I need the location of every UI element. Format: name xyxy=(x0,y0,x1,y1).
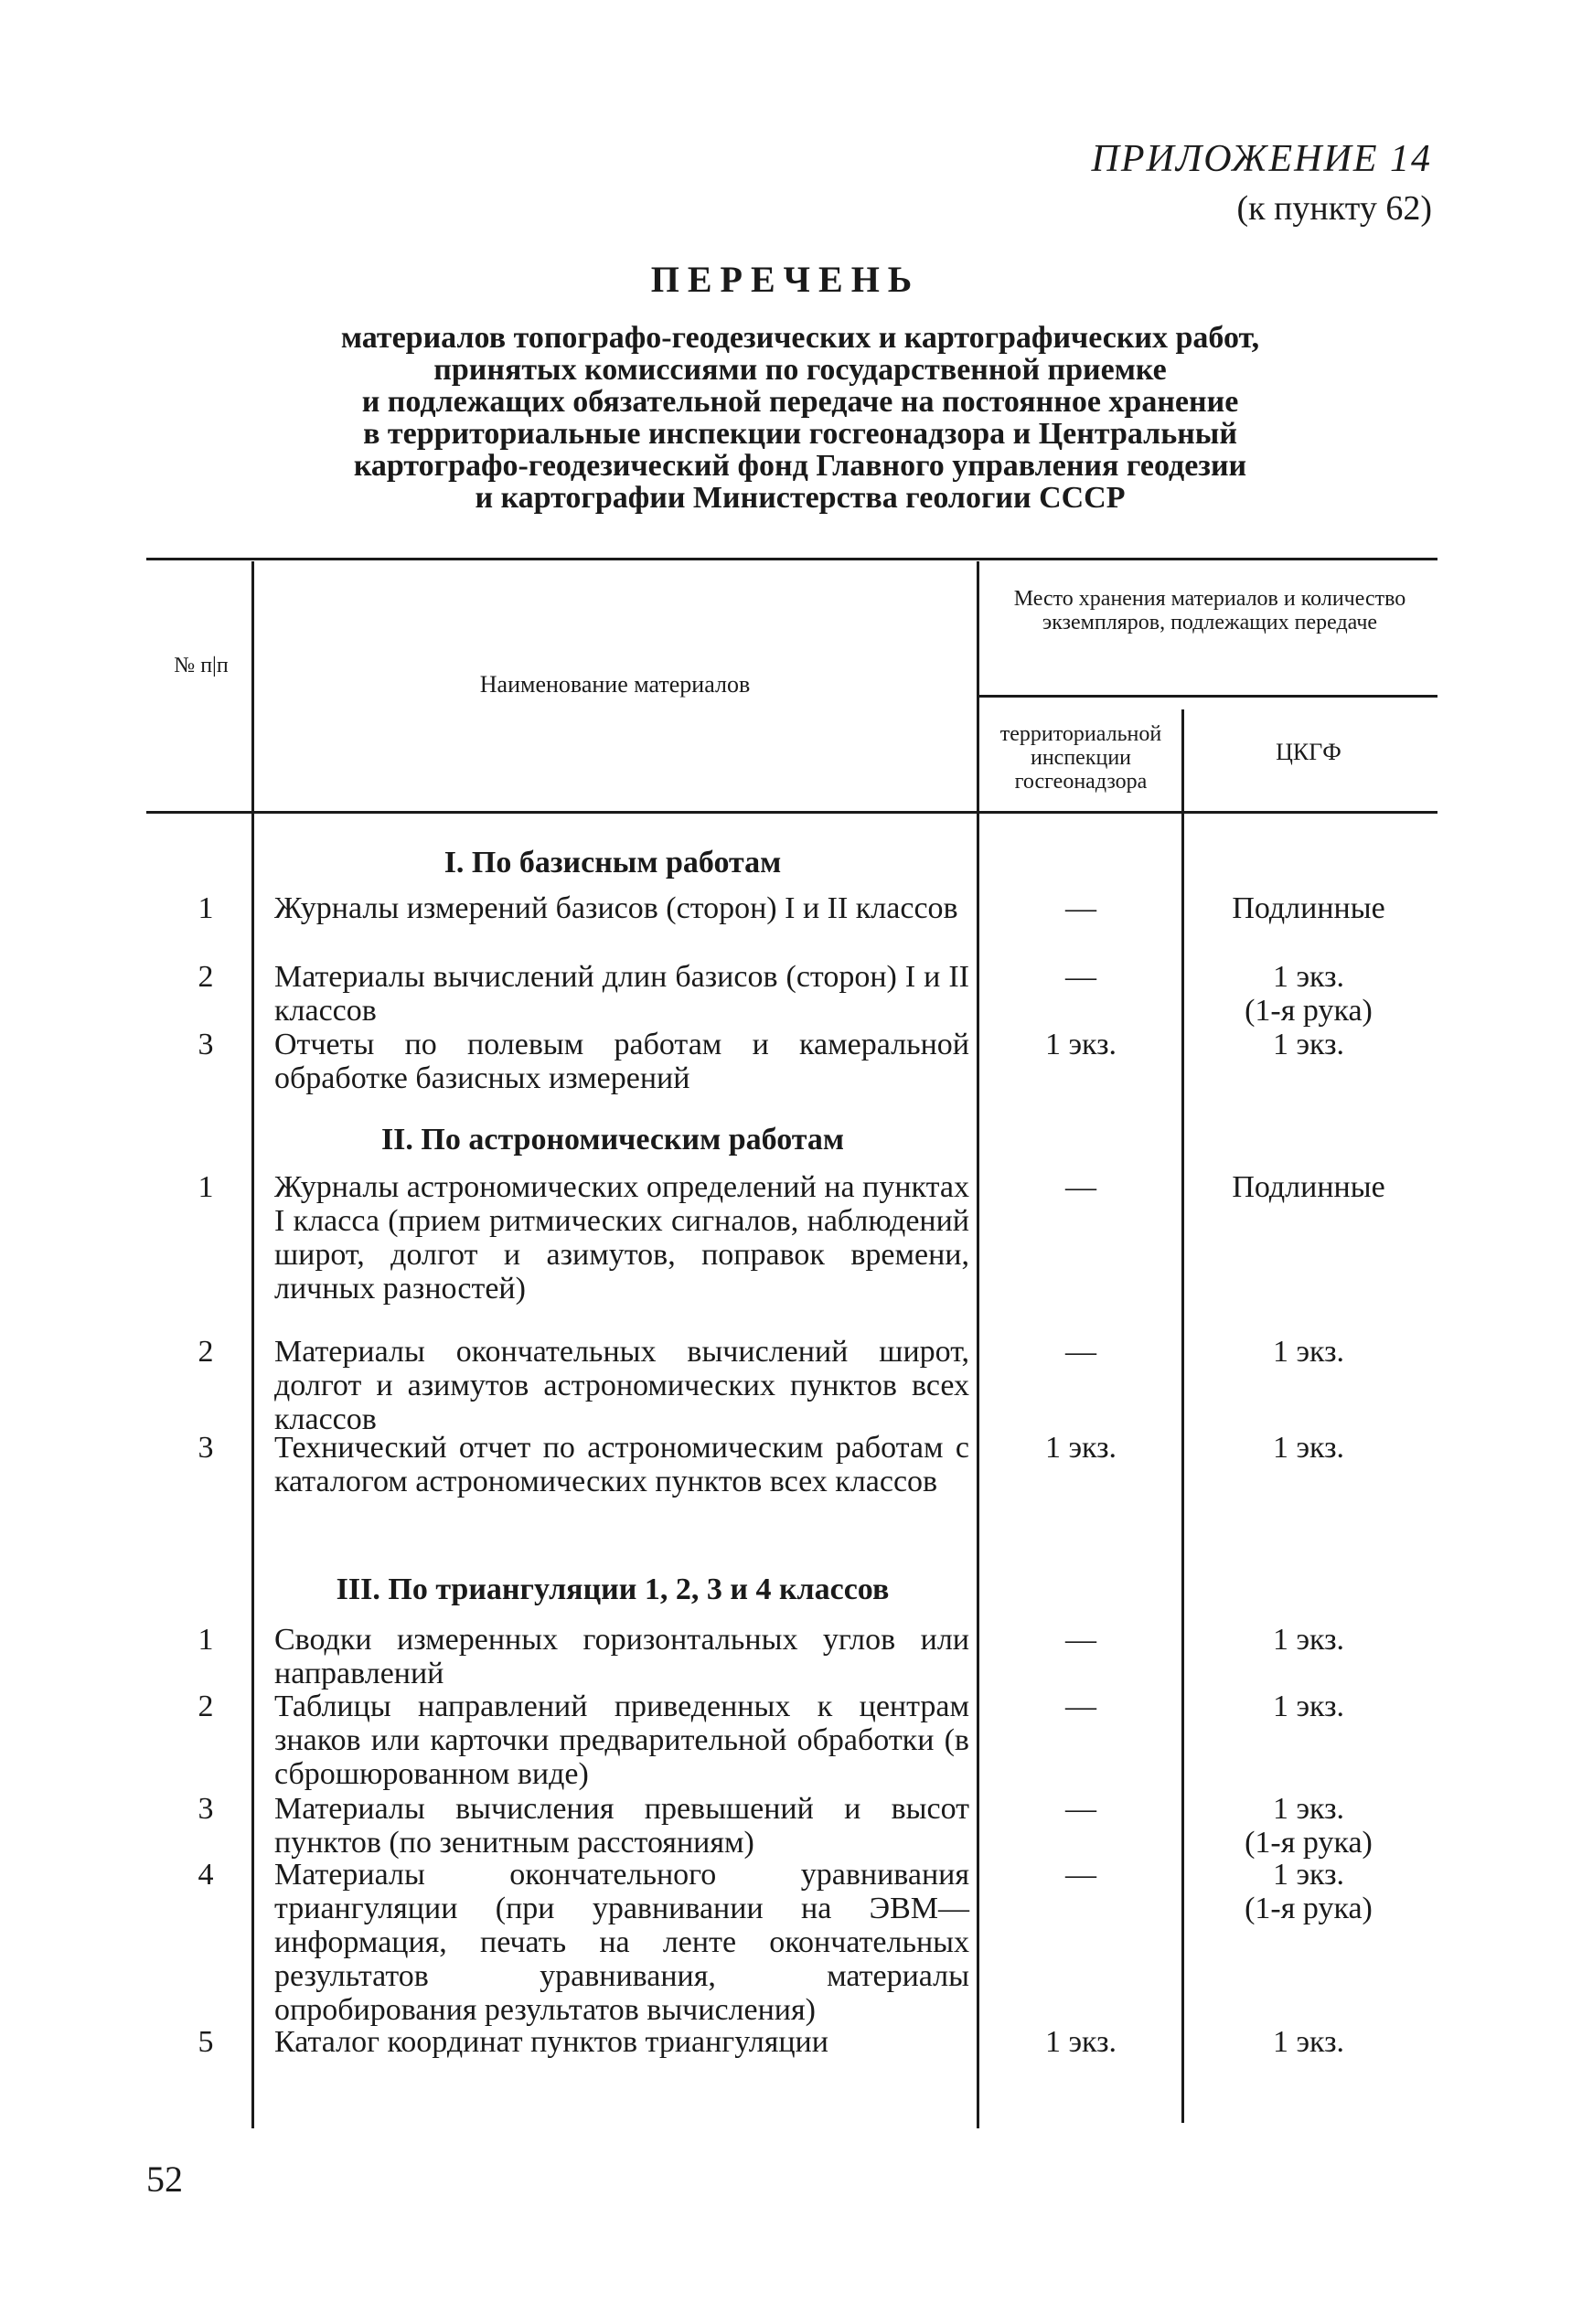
row-material-name: Отчеты по полевым работам и камеральной обработке базисных измерений xyxy=(274,1028,969,1095)
row-ckgf-value: Подлинные xyxy=(1232,891,1385,925)
subtitle-line: принятых комиссиями по государственной приемке xyxy=(433,353,1167,387)
document-title: ПЕРЕЧЕНЬ xyxy=(650,259,921,300)
row-material-name: Материалы вычислений длин базисов (сторон) I и II классов xyxy=(274,960,969,1028)
header-inspection: территориальной инспекции госгеонадзора xyxy=(999,722,1162,794)
row-number: 1 xyxy=(198,1623,214,1657)
header-material-name: Наименование материалов xyxy=(479,671,751,698)
table-top-rule xyxy=(146,558,1437,560)
row-inspection-value: — xyxy=(1065,1335,1096,1369)
appendix-label: ПРИЛОЖЕНИЕ 14 xyxy=(1091,138,1432,180)
header-ckgf: ЦКГФ xyxy=(1276,739,1341,765)
row-material-name: Материалы окончательного уравнивания триангуляции (при уравнивании на ЭВМ— информация, печать на ленте окончательных результатов уравнивания, материалы опробирования результатов вычисления) xyxy=(274,1858,969,2027)
row-material-name: Журналы астрономических определений на пунктах I класса (прием ритмических сигналов, наблюдений широт, долгот и азимутов, поправок времени, личных разностей) xyxy=(274,1170,969,1306)
row-ckgf-value: 1 экз. xyxy=(1272,1335,1345,1369)
column-divider xyxy=(977,561,979,2128)
section-title: I. По базисным работам xyxy=(444,846,782,879)
row-number: 1 xyxy=(198,1170,214,1204)
row-number: 4 xyxy=(198,1858,214,1892)
row-ckgf-value: 1 экз. (1-я рука) xyxy=(1245,1858,1373,1925)
row-inspection-value: — xyxy=(1065,1792,1096,1826)
row-number: 3 xyxy=(198,1792,214,1826)
row-material-name: Технический отчет по астрономическим работам с каталогом астрономических пунктов всех классов xyxy=(274,1431,969,1498)
row-inspection-value: — xyxy=(1065,1170,1096,1204)
row-inspection-value: — xyxy=(1065,1858,1096,1892)
row-inspection-value: — xyxy=(1065,891,1096,925)
row-material-name: Каталог координат пунктов триангуляции xyxy=(274,2025,828,2059)
header-bottom-rule xyxy=(146,811,1437,814)
row-number: 2 xyxy=(198,1690,214,1723)
row-number: 2 xyxy=(198,1335,214,1369)
row-inspection-value: 1 экз. xyxy=(1044,1431,1117,1465)
row-ckgf-value: 1 экз. xyxy=(1272,1431,1345,1465)
row-inspection-value: — xyxy=(1065,960,1096,994)
row-number: 5 xyxy=(198,2025,214,2059)
row-inspection-value: 1 экз. xyxy=(1044,2025,1117,2059)
row-number: 2 xyxy=(198,960,214,994)
header-number: № п|п xyxy=(174,654,229,677)
row-inspection-value: 1 экз. xyxy=(1044,1028,1117,1061)
row-ckgf-value: 1 экз. xyxy=(1272,1028,1345,1061)
subtitle-line: материалов топографо-геодезических и картографических работ, xyxy=(340,321,1260,355)
row-ckgf-value: 1 экз. xyxy=(1272,2025,1345,2059)
row-inspection-value: — xyxy=(1065,1623,1096,1657)
subtitle-line: и подлежащих обязательной передаче на постоянное хранение xyxy=(361,385,1239,419)
row-number: 3 xyxy=(198,1028,214,1061)
row-material-name: Журналы измерений базисов (сторон) I и II классов xyxy=(274,891,958,925)
row-material-name: Сводки измеренных горизонтальных углов или направлений xyxy=(274,1623,969,1690)
column-divider xyxy=(1181,709,1184,2123)
header-split-rule xyxy=(978,695,1437,698)
row-material-name: Таблицы направлений приведенных к центрам знаков или карточки предварительной обработки (в сброшюрованном виде) xyxy=(274,1690,969,1791)
appendix-reference: (к пункту 62) xyxy=(1236,189,1432,228)
subtitle-line: и картографии Министерства геологии СССР xyxy=(475,481,1126,515)
row-number: 3 xyxy=(198,1431,214,1465)
section-title: II. По астрономическим работам xyxy=(380,1123,845,1157)
row-ckgf-value: Подлинные xyxy=(1232,1170,1385,1204)
header-storage: Место хранения материалов и количество экземпляров, подлежащих передаче xyxy=(1013,587,1406,634)
row-ckgf-value: 1 экз. xyxy=(1272,1690,1345,1723)
section-title: III. По триангуляции 1, 2, 3 и 4 классов xyxy=(336,1572,890,1606)
page-number: 52 xyxy=(146,2159,183,2200)
row-ckgf-value: 1 экз. xyxy=(1272,1623,1345,1657)
row-inspection-value: — xyxy=(1065,1690,1096,1723)
subtitle-line: картографо-геодезический фонд Главного управления геодезии xyxy=(353,449,1247,483)
document-subtitle xyxy=(229,322,1372,514)
row-material-name: Материалы окончательных вычислений широт, долгот и азимутов астрономических пунктов всех классов xyxy=(274,1335,969,1436)
row-number: 1 xyxy=(198,891,214,925)
row-ckgf-value: 1 экз. (1-я рука) xyxy=(1245,960,1373,1028)
subtitle-line: в территориальные инспекции госгеонадзора и Центральный xyxy=(363,417,1237,451)
row-material-name: Материалы вычисления превышений и высот пунктов (по зенитным расстояниям) xyxy=(274,1792,969,1860)
row-ckgf-value: 1 экз. (1-я рука) xyxy=(1245,1792,1373,1860)
